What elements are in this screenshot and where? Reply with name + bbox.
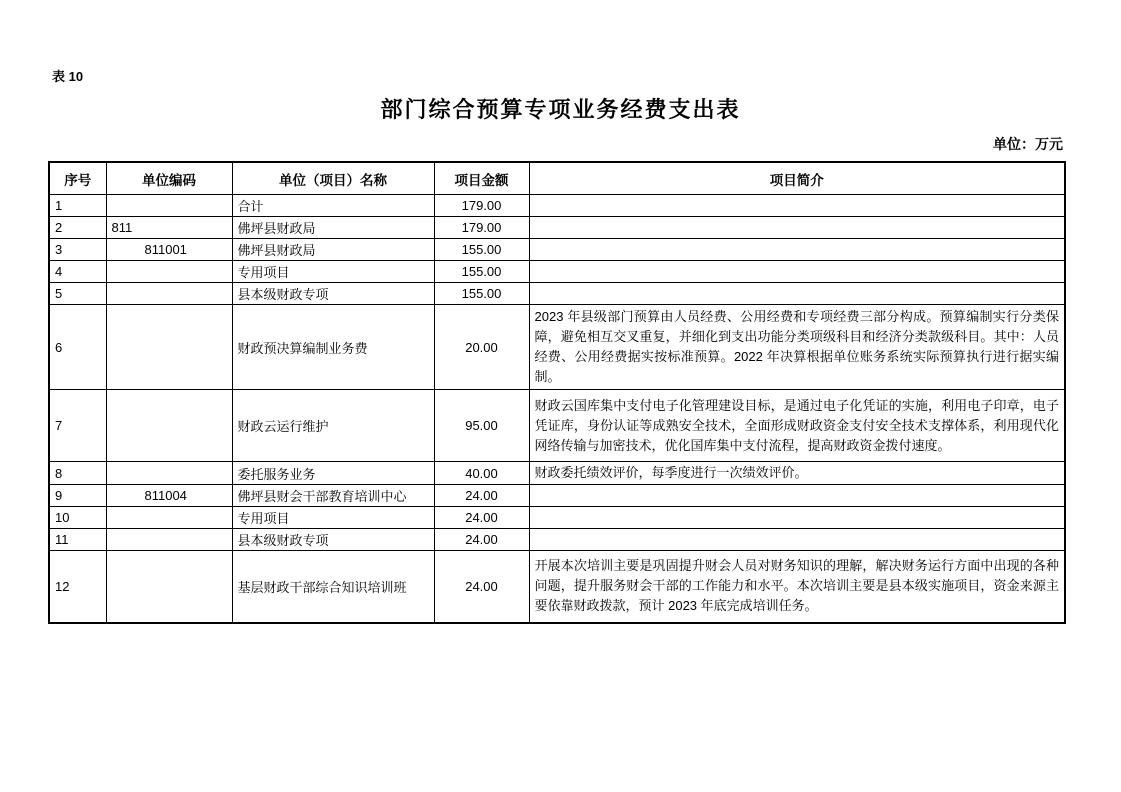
- table-row: [49, 305, 1065, 390]
- amount-cell: 24.00: [434, 551, 529, 623]
- header-seq: 序号: [49, 162, 106, 195]
- name-cell: 基层财政干部综合知识培训班: [232, 551, 434, 623]
- table-row: [49, 195, 1065, 217]
- code-cell: [106, 462, 232, 485]
- desc-cell: [529, 239, 1065, 261]
- amount-cell: 155.00: [434, 261, 529, 283]
- seq-cell: 8: [49, 462, 106, 485]
- code-cell: 811: [106, 217, 232, 239]
- table-number-label: 表 10: [52, 69, 84, 84]
- page-title: 部门综合预算专项业务经费支出表: [380, 97, 741, 122]
- expense-table: [48, 161, 1066, 624]
- table-row: [49, 217, 1065, 239]
- unit-label: 单位：万元: [993, 136, 1063, 152]
- name-cell: 专用项目: [232, 261, 434, 283]
- table-row: [49, 261, 1065, 283]
- name-cell: 合计: [232, 195, 434, 217]
- seq-cell: 3: [49, 239, 106, 261]
- name-cell: 财政预决算编制业务费: [232, 305, 434, 390]
- code-cell: [106, 507, 232, 529]
- code-cell: [106, 390, 232, 462]
- desc-cell: [529, 485, 1065, 507]
- header-unit-code: 单位编码: [106, 162, 232, 195]
- code-cell: [106, 195, 232, 217]
- amount-cell: 20.00: [434, 305, 529, 390]
- desc-cell: [529, 195, 1065, 217]
- desc-cell: [529, 217, 1065, 239]
- table-row: [49, 462, 1065, 485]
- desc-cell: [529, 529, 1065, 551]
- code-cell: [106, 305, 232, 390]
- seq-cell: 7: [49, 390, 106, 462]
- amount-cell: 40.00: [434, 462, 529, 485]
- table-row: [49, 239, 1065, 261]
- seq-cell: 1: [49, 195, 106, 217]
- seq-cell: 6: [49, 305, 106, 390]
- table-row: [49, 485, 1065, 507]
- seq-cell: 10: [49, 507, 106, 529]
- desc-cell: [529, 261, 1065, 283]
- name-cell: 佛坪县财会干部教育培训中心: [232, 485, 434, 507]
- desc-cell: [529, 283, 1065, 305]
- amount-cell: 24.00: [434, 485, 529, 507]
- code-cell: 811004: [106, 485, 232, 507]
- code-cell: [106, 551, 232, 623]
- name-cell: 财政云运行维护: [232, 390, 434, 462]
- amount-cell: 179.00: [434, 195, 529, 217]
- table-row: [49, 507, 1065, 529]
- amount-cell: 24.00: [434, 507, 529, 529]
- amount-cell: 24.00: [434, 529, 529, 551]
- name-cell: 佛坪县财政局: [232, 217, 434, 239]
- name-cell: 专用项目: [232, 507, 434, 529]
- code-cell: 811001: [106, 239, 232, 261]
- name-cell: 县本级财政专项: [232, 529, 434, 551]
- code-cell: [106, 529, 232, 551]
- seq-cell: 4: [49, 261, 106, 283]
- table-row: [49, 283, 1065, 305]
- desc-cell: [529, 507, 1065, 529]
- name-cell: 委托服务业务: [232, 462, 434, 485]
- desc-cell: 2023 年县级部门预算由人员经费、公用经费和专项经费三部分构成。预算编制实行分类保障，避免相互交叉重复，并细化到支出功能分类项级科目和经济分类款级科目。其中：人员经费、公用经费据实按标准预算。2022 年决算根据单位账务系统实际预算执行进行据实编制。: [529, 305, 1065, 390]
- amount-cell: 179.00: [434, 217, 529, 239]
- seq-cell: 12: [49, 551, 106, 623]
- amount-cell: 155.00: [434, 239, 529, 261]
- code-cell: [106, 283, 232, 305]
- desc-cell: 财政委托绩效评价，每季度进行一次绩效评价。: [529, 462, 1065, 485]
- name-cell: 佛坪县财政局: [232, 239, 434, 261]
- desc-cell: 开展本次培训主要是巩固提升财会人员对财务知识的理解，解决财务运行方面中出现的各种问题，提升服务财会干部的工作能力和水平。本次培训主要是县本级实施项目，资金来源主要依靠财政拨款，预计 2023 年底完成培训任务。: [529, 551, 1065, 623]
- table-row: [49, 529, 1065, 551]
- table-row: [49, 390, 1065, 462]
- header-row: [49, 162, 1065, 195]
- header-amount: 项目金额: [434, 162, 529, 195]
- desc-cell: 财政云国库集中支付电子化管理建设目标，是通过电子化凭证的实施，利用电子印章，电子凭证库，身份认证等成熟安全技术，全面形成财政资金支付安全技术支撑体系，利用现代化网络传输与加密技术，优化国库集中支付流程，提高财政资金拨付速度。: [529, 390, 1065, 462]
- header-description: 项目简介: [529, 162, 1065, 195]
- seq-cell: 2: [49, 217, 106, 239]
- header-unit-name: 单位（项目）名称: [232, 162, 434, 195]
- code-cell: [106, 261, 232, 283]
- seq-cell: 9: [49, 485, 106, 507]
- seq-cell: 5: [49, 283, 106, 305]
- amount-cell: 155.00: [434, 283, 529, 305]
- table-row: [49, 551, 1065, 623]
- name-cell: 县本级财政专项: [232, 283, 434, 305]
- amount-cell: 95.00: [434, 390, 529, 462]
- seq-cell: 11: [49, 529, 106, 551]
